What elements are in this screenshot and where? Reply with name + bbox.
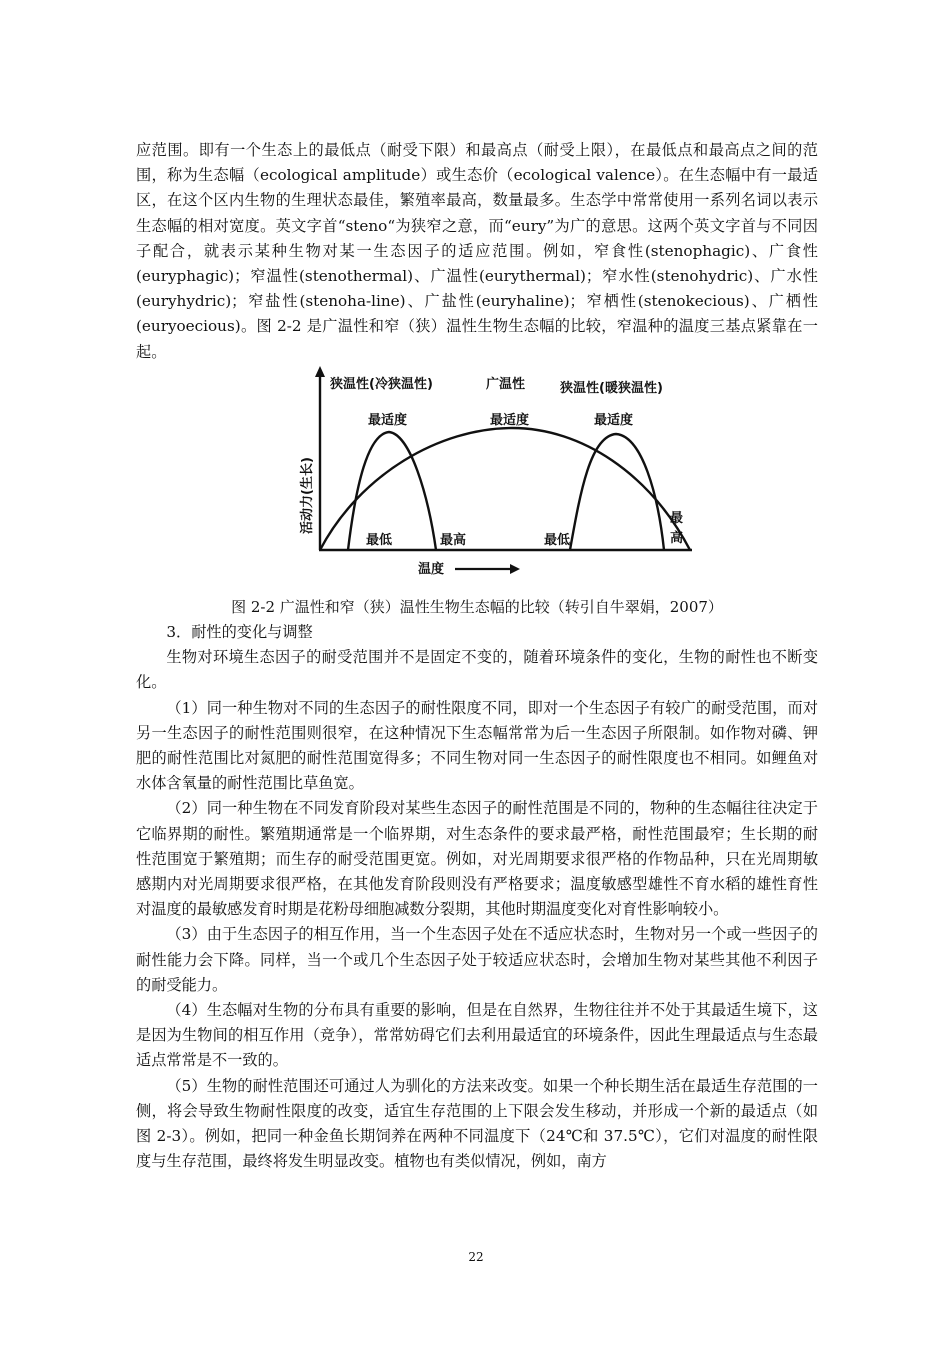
bottom-text — [136, 620, 818, 1174]
figure-2-2 — [290, 364, 700, 584]
page-number: 22 — [468, 1250, 484, 1264]
label-max-warm-2: 高 — [670, 531, 684, 546]
ecological-amplitude-diagram — [290, 364, 700, 584]
section-heading: 3．耐性的变化与调整 — [166, 623, 313, 641]
label-warm-stenothermal: 狭温性(暖狭温性) — [560, 381, 663, 396]
x-axis-label: 温度 — [418, 562, 445, 577]
label-min-warm: 最低 — [544, 533, 571, 548]
y-axis-label: 活动力(生长) — [300, 457, 315, 534]
x-axis-label-arrowhead — [510, 564, 520, 574]
label-optimum-cold: 最适度 — [368, 413, 408, 428]
label-eurythermal: 广温性 — [486, 377, 526, 392]
paragraph: 应范围。即有一个生态上的最低点（耐受下限）和最高点（耐受上限），在最低点和最高点之间的范围，称为生态幅（ecological amplitude）或生态价（ecological valence）。在生态幅中有一最适区，在这个区内生物的生理状态最佳，繁殖率最高，数量最多。生态学中常常使用一系列名词以表示生态幅的相对宽度。英文字首“steno“为狭窄之意，而“eury”为广的意思。这两个英文字首与不同因子配合，就表示某种生物对某一生态因子的适应范围。例如，窄食性(stenophagic)、广食性(euryphagic)；窄温性(stenothermal)、广温性(eurythermal)；窄水性(stenohydric)、广水性(euryhydric)；窄盐性(stenoha-line)、广盐性(euryhaline)；窄栖性(stenokecious)、广栖性(euryoecious)。图 2-2 是广温性和窄（狭）温性生物生态幅的比较，窄温种的温度三基点紧靠在一起。 — [136, 141, 818, 361]
figure-caption: 图 2-2 广温性和窄（狭）温性生物生态幅的比较（转引自牛翠娟，2007） — [231, 598, 723, 616]
paragraph: 生物对环境生态因子的耐受范围并不是固定不变的，随着环境条件的变化，生物的耐性也不断变化。 — [136, 648, 818, 692]
paragraph: （2）同一种生物在不同发育阶段对某些生态因子的耐性范围是不同的，物种的生态幅往往决定于它临界期的耐性。繁殖期通常是一个临界期，对生态条件的要求最严格，耐性范围最窄；生长期的耐性范围宽于繁殖期；而生存的耐受范围更宽。例如，对光周期要求很严格的作物品种，只在光周期敏感期内对光周期要求很严格，在其他发育阶段则没有严格要求；温度敏感型雄性不育水稻的雄性育性对温度的最敏感发育时期是花粉母细胞减数分裂期，其他时期温度变化对育性影响较小。 — [136, 799, 818, 919]
label-optimum-eury: 最适度 — [490, 413, 530, 428]
label-cold-stenothermal: 狭温性(冷狭温性) — [330, 377, 433, 392]
label-optimum-warm: 最适度 — [594, 413, 634, 428]
top-text — [136, 138, 818, 365]
y-axis-arrow — [315, 366, 325, 377]
paragraph: （3）由于生态因子的相互作用，当一个生态因子处在不适应状态时，生物对另一个或一些因子的耐性能力会下降。同样，当一个或几个生态因子处于较适应状态时，会增加生物对某些其他不利因子的耐受能力。 — [136, 925, 818, 994]
label-max-warm-1: 最 — [670, 511, 684, 526]
paragraph: （5）生物的耐性范围还可通过人为驯化的方法来改变。如果一个种长期生活在最适生存范围的一侧，将会导致生物耐性限度的改变，适宜生存范围的上下限会发生移动，并形成一个新的最适点（如图 2-3）。例如，把同一种金鱼长期饲养在两种不同温度下（24℃和 37.5℃），它们对温度的耐性限度与生存范围，最终将发生明显改变。植物也有类似情况，例如，南方 — [136, 1076, 818, 1171]
label-min-cold: 最低 — [366, 533, 393, 548]
paragraph: （4）生态幅对生物的分布具有重要的影响，但是在自然界，生物往往并不处于其最适生境下，这是因为生物间的相互作用（竞争），常常妨碍它们去利用最适宜的环境条件，因此生理最适点与生态最适点常常是不一致的。 — [136, 1001, 818, 1070]
label-max-cold: 最高 — [440, 533, 467, 548]
paragraph: （1）同一种生物对不同的生态因子的耐性限度不同，即对一个生态因子有较广的耐受范围，而对另一生态因子的耐性范围则很窄，在这种情况下生态幅常常为后一生态因子所限制。如作物对磷、钾肥的耐性范围比对氮肥的耐性范围宽得多；不同生物对同一生态因子的耐性限度也不相同。如鲤鱼对水体含氧量的耐性范围比草鱼宽。 — [136, 698, 818, 793]
